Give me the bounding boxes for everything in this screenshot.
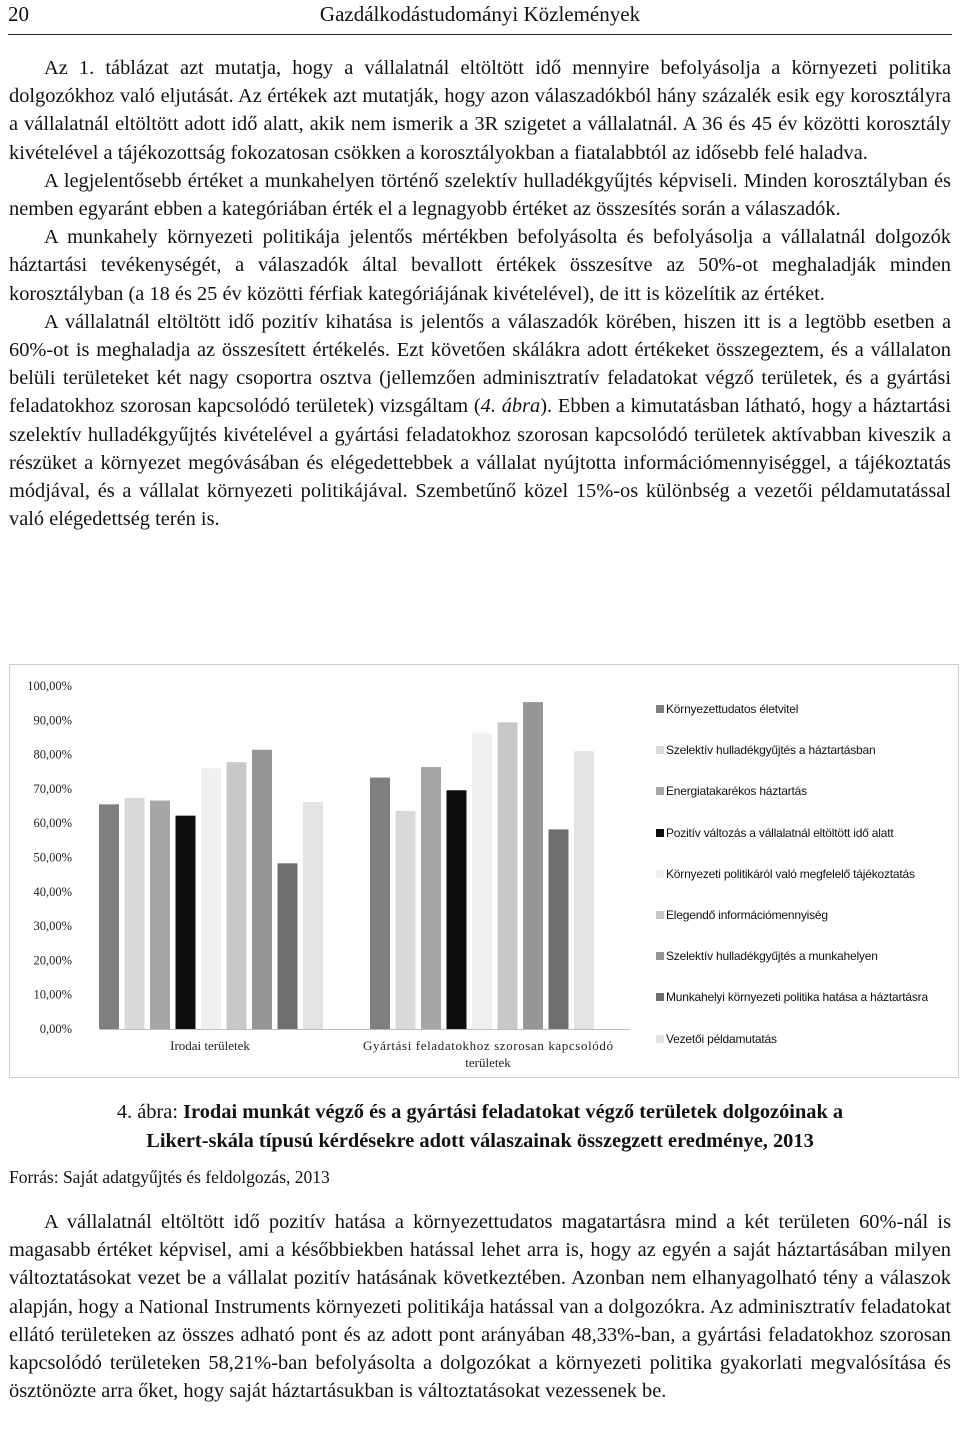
legend-item	[656, 743, 875, 757]
x-category-label: Gyártási feladatokhoz szorosan kapcsolódó	[363, 1038, 613, 1053]
bar-gyartasi-series-7	[523, 702, 543, 1029]
legend-item	[656, 1032, 777, 1046]
legend-swatch	[656, 870, 664, 878]
bar-irodai-series-4	[176, 816, 196, 1029]
legend-label: Munkahelyi környezeti politika hatása a háztartásra	[666, 990, 928, 1005]
bar-gyartasi-series-9	[574, 751, 594, 1029]
figure-source: Forrás: Saját adatgyűjtés és feldolgozás, 2013	[9, 1167, 330, 1187]
y-tick-label: 0,00%	[39, 1022, 72, 1036]
bar-gyartasi-series-2	[396, 811, 416, 1029]
legend-item	[656, 949, 878, 963]
bar-irodai-series-3	[150, 801, 170, 1029]
legend-swatch	[656, 705, 664, 713]
legend-item	[656, 908, 828, 922]
y-tick-label: 20,00%	[33, 953, 72, 968]
paragraph-1: Az 1. táblázat azt mutatja, hogy a vállalatnál eltöltött idő mennyire befolyásolja a környezeti politika dolgozókhoz való eljutását. Az értékek azt mutatják, hogy azon válaszadókból hány százalék esik egy korosztályra a vállalatnál eltöltött adott idő alatt, akik nem ismerik a 3R szigetet a vállalatnál. A 36 és 45 év közötti korosztály kivételével a tájékozottság fokozatosan csökken a korosztályokban a fiatalabbtól az idősebb felé haladva.	[9, 57, 951, 164]
caption-line-2: Likert-skála típusú kérdésekre adott válaszainak összegzett eredménye, 2013	[146, 1130, 814, 1152]
bar-gyartasi-series-3	[421, 767, 441, 1029]
figure-caption	[0, 1098, 960, 1156]
legend-item	[656, 784, 807, 798]
y-tick-label: 40,00%	[33, 884, 72, 899]
paragraph-2: A legjelentősebb értéket a munkahelyen történő szelektív hulladékgyűjtés képviseli. Minden korosztályban és nemben egyaránt ebben a kategóriában érték el a legnagyobb értéket az összesítés során a válaszadók.	[9, 169, 951, 221]
paragraph-4-part-1: A vállalatnál eltöltött idő pozitív kihatása is jelentős a válaszadók körében, hiszen itt is a legtöbb esetben a 60%-ot is meghaladja az összesített értékelés. Ezt követően skálákra adott értékeket összegeztem, és a vállalaton belüli területeket két nagy csoportra osztva (jellemzően adminisztratív feladatokat végző területek, és a gyártási feladatokhoz szorosan kapcsolódó területek) vizsgáltam (	[9, 310, 951, 418]
bar-gyartasi-series-1	[370, 778, 390, 1029]
bar-irodai-series-7	[252, 750, 272, 1029]
bar-chart	[9, 664, 959, 1078]
bar-irodai-series-5	[201, 768, 221, 1029]
legend-label: Szelektív hulladékgyűjtés a munkahelyen	[666, 949, 878, 964]
caption-line-1: Irodai munkát végző és a gyártási feladatokat végző területek dolgozóinak a	[183, 1101, 844, 1123]
page-number: 20	[8, 2, 29, 26]
legend-label: Energiatakarékos háztartás	[666, 784, 807, 799]
paragraph-3: A munkahely környezeti politikája jelentős mértékben befolyásolta és befolyásolja a vállalatnál dolgozók háztartási tevékenységét, a válaszadók által bevallott értékek összesítve az 50%-ot meghaladják minden korosztályban (a 18 és 25 év közötti férfiak kategóriájának kivételével), de itt is közelítik az értéket.	[9, 226, 951, 305]
legend-swatch	[656, 829, 664, 837]
legend-swatch	[656, 911, 664, 919]
bar-gyartasi-series-4	[447, 790, 467, 1029]
bar-irodai-series-2	[125, 798, 145, 1029]
paragraph-5: A vállalatnál eltöltött idő pozitív hatása a környezettudatos magatartásra mind a két területen 60%-nál is magasabb értéket képvisel, ami a későbbiekben hatással lehet arra is, hogy az egyén a saját háztartásában milyen változtatásokat vezet be a vállalat pozitív hatásának következtében. Azonban nem elhanyagolható tény a válaszok alapján, hogy a National Instruments környezeti politikája hatással van a dolgozókra. Az adminisztratív feladatokat ellátó területeken az összes adható pont és az adott pont arányában 48,33%-ban, a gyártási feladatokhoz szorosan kapcsolódó területeken 58,21%-ban befolyásolta a dolgozókat a környezeti politika gyakorlati megvalósítása és ösztönözte arra őket, hogy saját háztartásukban is változtatásokat vezessenek be.	[9, 1211, 951, 1403]
y-tick-label: 10,00%	[33, 987, 72, 1002]
legend-swatch	[656, 993, 664, 1001]
y-tick-label: 70,00%	[33, 781, 72, 796]
body-text-upper	[9, 54, 951, 533]
legend-label: Környezettudatos életvitel	[666, 702, 799, 716]
bar-irodai-series-6	[227, 762, 247, 1029]
legend-item	[656, 702, 798, 716]
paragraph-4-part-2: ). Ebben a kimutatásban látható, hogy a háztartási szelektív hulladékgyűjtés kivételével a gyártási feladatokhoz szorosan kapcsolódó területek aktívabban kiveszik a részüket a környezet megóvásában és elégedettebbek a vállalat nyújtotta információmennyiséggel, a tájékoztatás módjával, és a vállalat környezeti politikájával. Szembetűnő közel 15%-os különbség a vezetői példamutatással való elégedettség terén is.	[9, 395, 951, 531]
y-tick-label: 50,00%	[33, 850, 72, 865]
legend-label: Szelektív hulladékgyűjtés a háztartásban	[666, 743, 876, 758]
bar-irodai-series-9	[303, 802, 323, 1029]
legend-swatch	[656, 746, 664, 754]
y-tick-label: 60,00%	[33, 816, 72, 831]
running-header	[8, 0, 952, 35]
paragraph-4	[9, 308, 951, 534]
bar-irodai-series-1	[99, 804, 119, 1029]
legend-swatch	[656, 787, 664, 795]
journal-title: Gazdálkodástudományi Közlemények	[319, 2, 641, 26]
legend-label: Környezeti politikáról való megfelelő tájékoztatás	[666, 866, 915, 881]
legend-label: Pozitív változás a vállalatnál eltöltött idő alatt	[666, 825, 894, 840]
y-tick-label: 80,00%	[33, 747, 72, 762]
y-tick-label: 30,00%	[33, 919, 72, 934]
legend-label: Elegendő információmennyiség	[666, 908, 828, 922]
bar-gyartasi-series-8	[549, 829, 569, 1029]
legend-item	[656, 867, 915, 881]
x-category-label: Irodai területek	[170, 1038, 250, 1053]
legend-swatch	[656, 952, 664, 960]
figure-reference: 4. ábra	[480, 395, 541, 418]
bar-gyartasi-series-5	[472, 733, 492, 1029]
x-category-label: területek	[465, 1055, 511, 1070]
body-text-lower	[9, 1208, 951, 1405]
bar-gyartasi-series-6	[498, 722, 518, 1029]
y-tick-label: 90,00%	[33, 713, 72, 728]
legend-swatch	[656, 1035, 664, 1043]
caption-label: 4. ábra:	[116, 1101, 184, 1123]
y-tick-label: 100,00%	[27, 679, 72, 693]
legend-item	[656, 826, 893, 840]
legend-item	[656, 990, 928, 1004]
bar-irodai-series-8	[278, 863, 298, 1029]
legend-label: Vezetői példamutatás	[666, 1031, 777, 1046]
